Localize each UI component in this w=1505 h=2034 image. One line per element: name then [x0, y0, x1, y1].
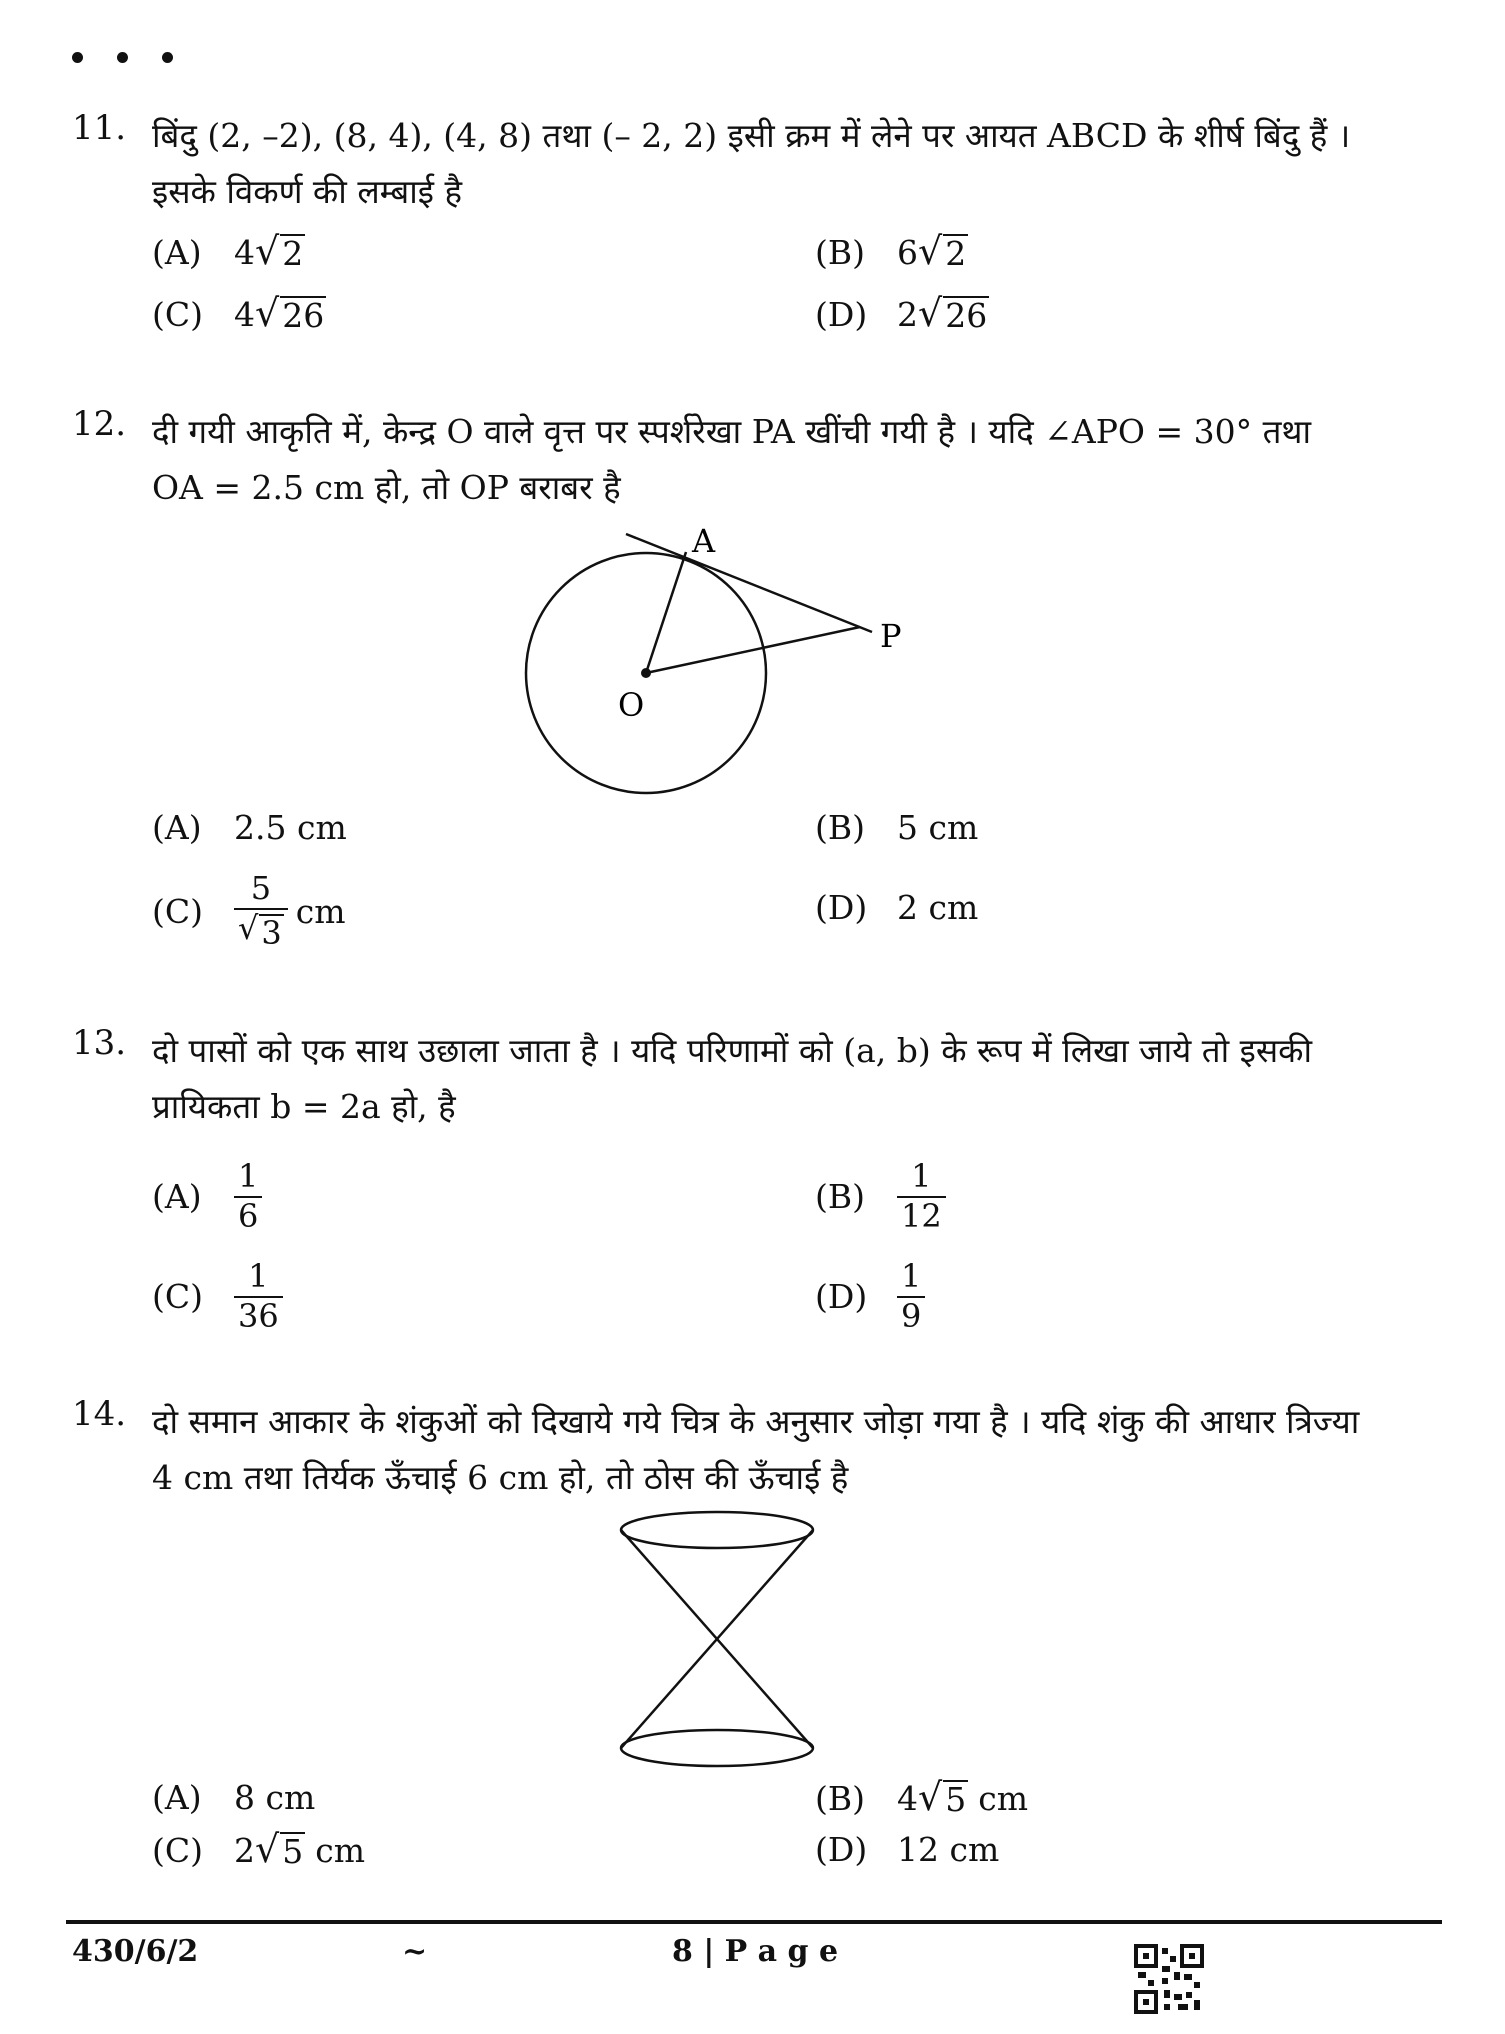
- option-coefficient: 6: [897, 232, 918, 272]
- radius-oa: [646, 552, 686, 673]
- radicand: 2: [282, 234, 304, 273]
- option-text: 5 cm: [897, 808, 979, 847]
- option-label: (D): [815, 888, 868, 927]
- question-number: 12.: [72, 404, 127, 444]
- numerator: 5: [250, 869, 272, 907]
- option-coefficient: 4: [897, 1778, 918, 1818]
- sqrt-expression: √ 2: [918, 229, 967, 273]
- double-cone-figure: [612, 1500, 822, 1780]
- fraction: [234, 1257, 283, 1335]
- question-13: [72, 1023, 1372, 1135]
- header-dots: [72, 52, 173, 63]
- numerator: 1: [901, 1257, 922, 1295]
- question-line-2: इसके विकर्ण की लम्बाई है: [152, 172, 463, 211]
- option-label: (B): [815, 1177, 865, 1217]
- dot: [117, 52, 128, 63]
- option-label: (A): [152, 1177, 202, 1217]
- sqrt-expression: √ 2: [255, 229, 304, 273]
- label-a: A: [692, 522, 716, 560]
- option-unit: cm: [978, 1778, 1028, 1818]
- option-a: [152, 808, 347, 847]
- fraction: [897, 1257, 925, 1335]
- option-d: [815, 1830, 999, 1869]
- radicand: 26: [282, 296, 325, 335]
- option-b: [815, 1775, 1028, 1819]
- page-number: 8 | P a g e: [672, 1934, 839, 1969]
- option-coefficient: 4: [234, 232, 255, 272]
- option-b: [815, 808, 978, 847]
- option-text: 12 cm: [897, 1830, 1000, 1869]
- question-text: [152, 404, 1372, 516]
- option-unit: cm: [295, 891, 346, 931]
- denominator: 6: [234, 1196, 262, 1234]
- tangent-line-pa: [626, 534, 872, 632]
- option-label: (B): [815, 1778, 865, 1818]
- option-label: (C): [152, 891, 203, 931]
- option-label: (B): [815, 808, 865, 847]
- footer-divider: [66, 1920, 1442, 1924]
- option-coefficient: 4: [234, 294, 255, 334]
- denominator: √ 3: [234, 908, 288, 951]
- radicand: 3: [261, 913, 282, 952]
- option-coefficient: 2: [897, 294, 918, 334]
- question-number: 13.: [72, 1023, 127, 1063]
- radicand: 5: [282, 1832, 304, 1871]
- option-unit: cm: [315, 1830, 365, 1870]
- label-o: O: [618, 686, 645, 724]
- segment-op: [646, 627, 860, 673]
- sqrt-expression: √ 26: [255, 291, 325, 335]
- question-line-1: बिंदु (2, –2), (8, 4), (4, 8) तथा (– 2, 2) इसी क्रम में लेने पर आयत ABCD के शीर्ष बिंदु हैं ।: [152, 116, 1351, 155]
- option-d: [815, 888, 978, 927]
- question-text: [152, 1023, 1372, 1135]
- numerator: 1: [911, 1157, 932, 1195]
- label-p: P: [880, 617, 902, 655]
- denominator: 36: [234, 1296, 283, 1334]
- option-label: (B): [815, 232, 865, 272]
- option-a: [152, 229, 305, 273]
- option-text: 8 cm: [234, 1778, 316, 1817]
- question-14: [72, 1394, 1372, 1506]
- question-line-1: दो समान आकार के शंकुओं को दिखाये गये चित्र के अनुसार जोड़ा गया है । यदि शंकु की आधार त्रिज्या: [152, 1402, 1360, 1441]
- option-c: [152, 1827, 365, 1871]
- fraction: [234, 869, 288, 952]
- option-c: [152, 869, 346, 952]
- option-label: (C): [152, 294, 203, 334]
- radicand: 5: [945, 1780, 967, 1819]
- question-number: 11.: [72, 108, 127, 148]
- sqrt-expression: √ 26: [918, 291, 988, 335]
- question-number: 14.: [72, 1394, 127, 1434]
- option-text: 2 cm: [897, 888, 979, 927]
- radicand: 26: [945, 296, 988, 335]
- option-label: (A): [152, 1778, 202, 1817]
- option-d: [815, 291, 989, 335]
- option-coefficient: 2: [234, 1830, 255, 1870]
- option-b: [815, 1157, 946, 1235]
- option-label: (C): [152, 1830, 203, 1870]
- center-point: [641, 668, 651, 678]
- question-line-1: दो पासों को एक साथ उछाला जाता है । यदि परिणामों को (a, b) के रूप में लिखा जाये तो इसकी: [152, 1031, 1313, 1070]
- denominator: 12: [897, 1196, 946, 1234]
- fraction: [897, 1157, 946, 1235]
- option-a: [152, 1157, 262, 1235]
- top-ellipse: [621, 1512, 813, 1548]
- sqrt-expression: √ 5: [255, 1827, 304, 1871]
- option-label: (A): [152, 232, 202, 272]
- option-label: (C): [152, 1277, 203, 1317]
- dot: [72, 52, 83, 63]
- question-line-2: प्रायिकता b = 2a हो, है: [152, 1087, 456, 1126]
- radicand: 2: [945, 234, 967, 273]
- option-c: [152, 291, 326, 335]
- question-text: [152, 1394, 1372, 1506]
- numerator: 1: [248, 1257, 269, 1295]
- tangent-circle-figure: [500, 520, 940, 800]
- question-11: [72, 108, 1372, 220]
- option-label: (D): [815, 1830, 868, 1869]
- option-a: [152, 1778, 315, 1817]
- numerator: 1: [238, 1157, 259, 1195]
- sqrt-expression: √ 5: [918, 1775, 967, 1819]
- option-label: (D): [815, 294, 868, 334]
- option-d: [815, 1257, 925, 1335]
- question-line-2: 4 cm तथा तिर्यक ऊँचाई 6 cm हो, तो ठोस की ऊँचाई है: [152, 1458, 849, 1497]
- denominator: 9: [897, 1296, 925, 1334]
- question-text: [152, 108, 1372, 220]
- paper-code: 430/6/2: [72, 1934, 199, 1969]
- option-text: 2.5 cm: [234, 808, 347, 847]
- option-c: [152, 1257, 283, 1335]
- question-line-1: दी गयी आकृति में, केन्द्र O वाले वृत्त पर स्पर्शरेखा PA खींची गयी है । यदि ∠APO = 30° तथा: [152, 412, 1312, 451]
- bottom-ellipse: [621, 1730, 813, 1766]
- dot: [162, 52, 173, 63]
- footer-tilde: ~: [402, 1934, 428, 1969]
- option-b: [815, 229, 968, 273]
- fraction: [234, 1157, 262, 1235]
- option-label: (D): [815, 1277, 868, 1317]
- option-label: (A): [152, 808, 202, 847]
- qr-code-icon: [1134, 1944, 1204, 2014]
- question-line-2: OA = 2.5 cm हो, तो OP बराबर है: [152, 468, 621, 507]
- question-12: [72, 404, 1372, 516]
